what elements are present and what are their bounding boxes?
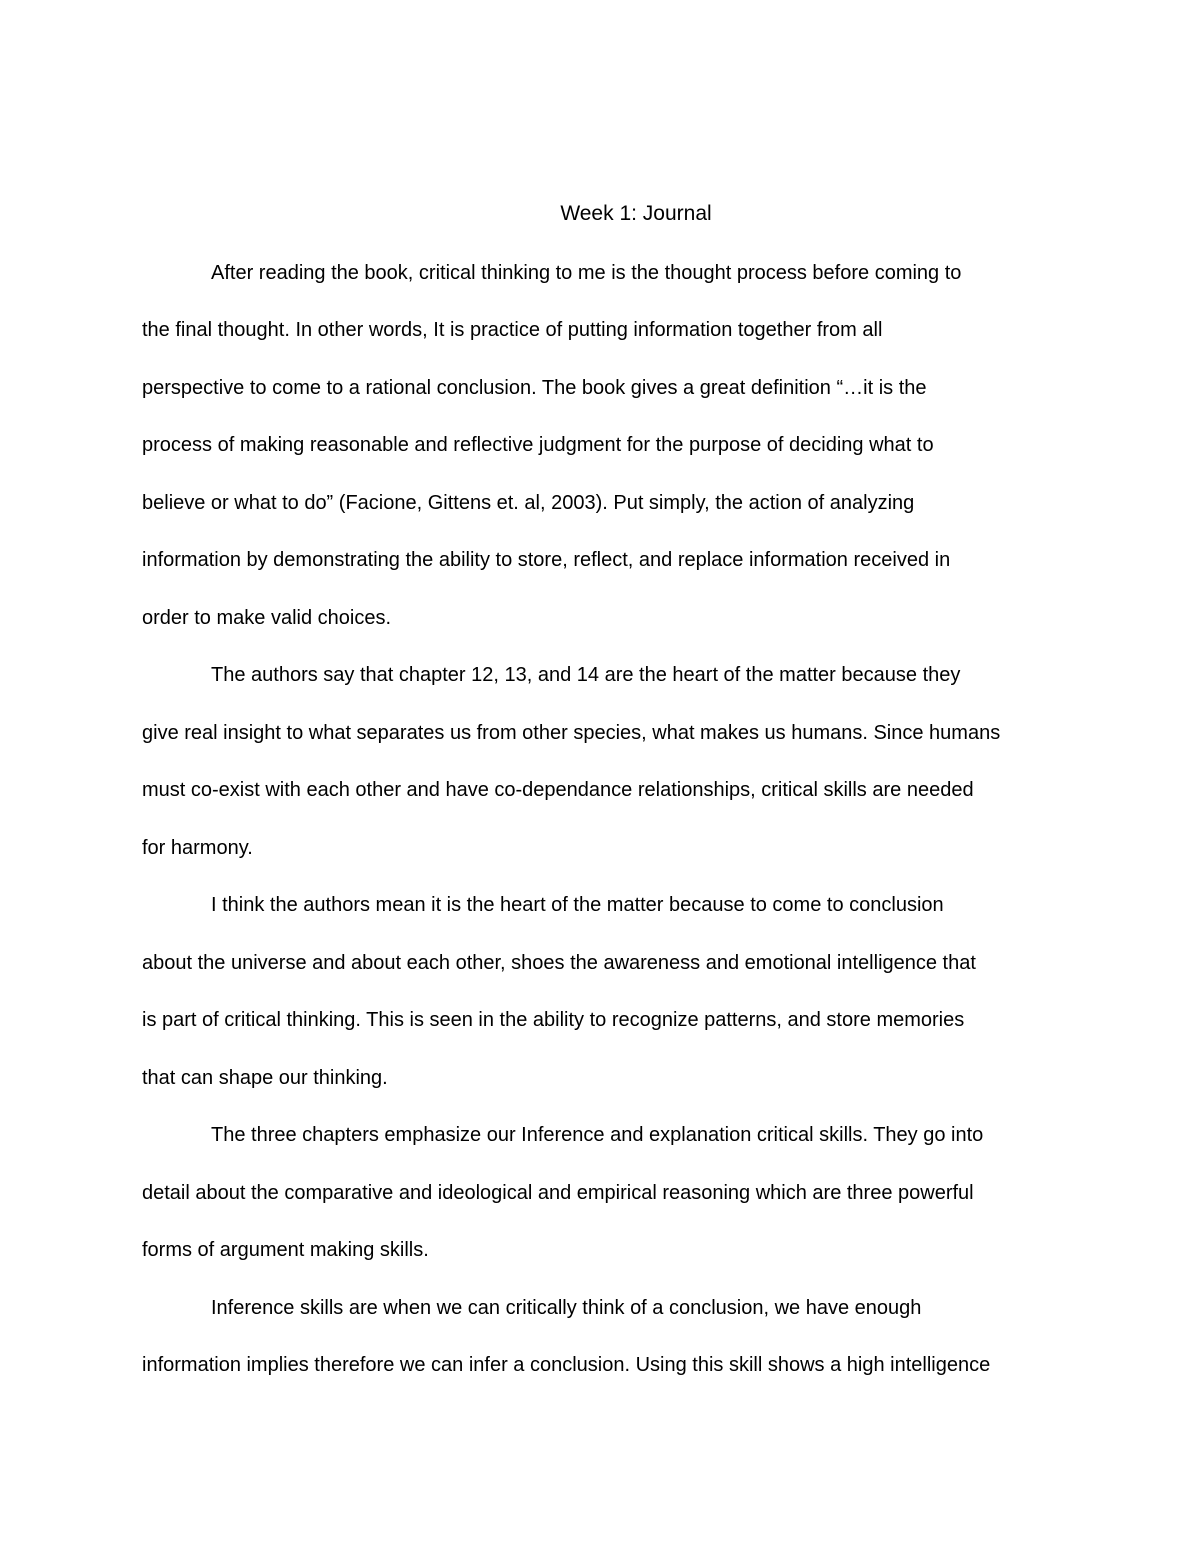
paragraph-1-line-2: the final thought. In other words, It is practice of putting information together from all [142,319,883,341]
paragraph-2-line-4: for harmony. [142,837,253,859]
paragraph-4-line-3: forms of argument making skills. [142,1239,429,1261]
paragraph-2-line-1: The authors say that chapter 12, 13, and 14 are the heart of the matter because they [211,664,961,686]
paragraph-2-line-2: give real insight to what separates us from other species, what makes us humans. Since humans [142,722,1001,744]
paragraph-1-line-6: information by demonstrating the ability to store, reflect, and replace information received in [142,549,951,571]
paragraph-5-line-1: Inference skills are when we can critically think of a conclusion, we have enough [211,1297,922,1319]
paragraph-3-line-3: is part of critical thinking. This is seen in the ability to recognize patterns, and store memories [142,1009,965,1031]
paragraph-3-line-4: that can shape our thinking. [142,1067,388,1089]
paragraph-1-line-5: believe or what to do” (Facione, Gittens et. al, 2003). Put simply, the action of analyzing [142,492,915,514]
paragraph-1-line-7: order to make valid choices. [142,607,392,629]
paragraph-1-line-3: perspective to come to a rational conclusion. The book gives a great definition “…it is the [142,377,927,399]
document-title: Week 1: Journal [560,202,712,225]
paragraph-2-line-3: must co-exist with each other and have co-dependance relationships, critical skills are needed [142,779,974,801]
paragraph-4-line-2: detail about the comparative and ideological and empirical reasoning which are three powerful [142,1182,974,1204]
paragraph-3-line-1: I think the authors mean it is the heart of the matter because to come to conclusion [211,894,944,916]
paragraph-1-line-4: process of making reasonable and reflective judgment for the purpose of deciding what to [142,434,934,456]
paragraph-1-line-1: After reading the book, critical thinking to me is the thought process before coming to [211,262,962,284]
paragraph-4-line-1: The three chapters emphasize our Inference and explanation critical skills. They go into [211,1124,984,1146]
paragraph-3-line-2: about the universe and about each other, shoes the awareness and emotional intelligence that [142,952,976,974]
paragraph-5-line-2: information implies therefore we can infer a conclusion. Using this skill shows a high intelligence [142,1354,991,1376]
